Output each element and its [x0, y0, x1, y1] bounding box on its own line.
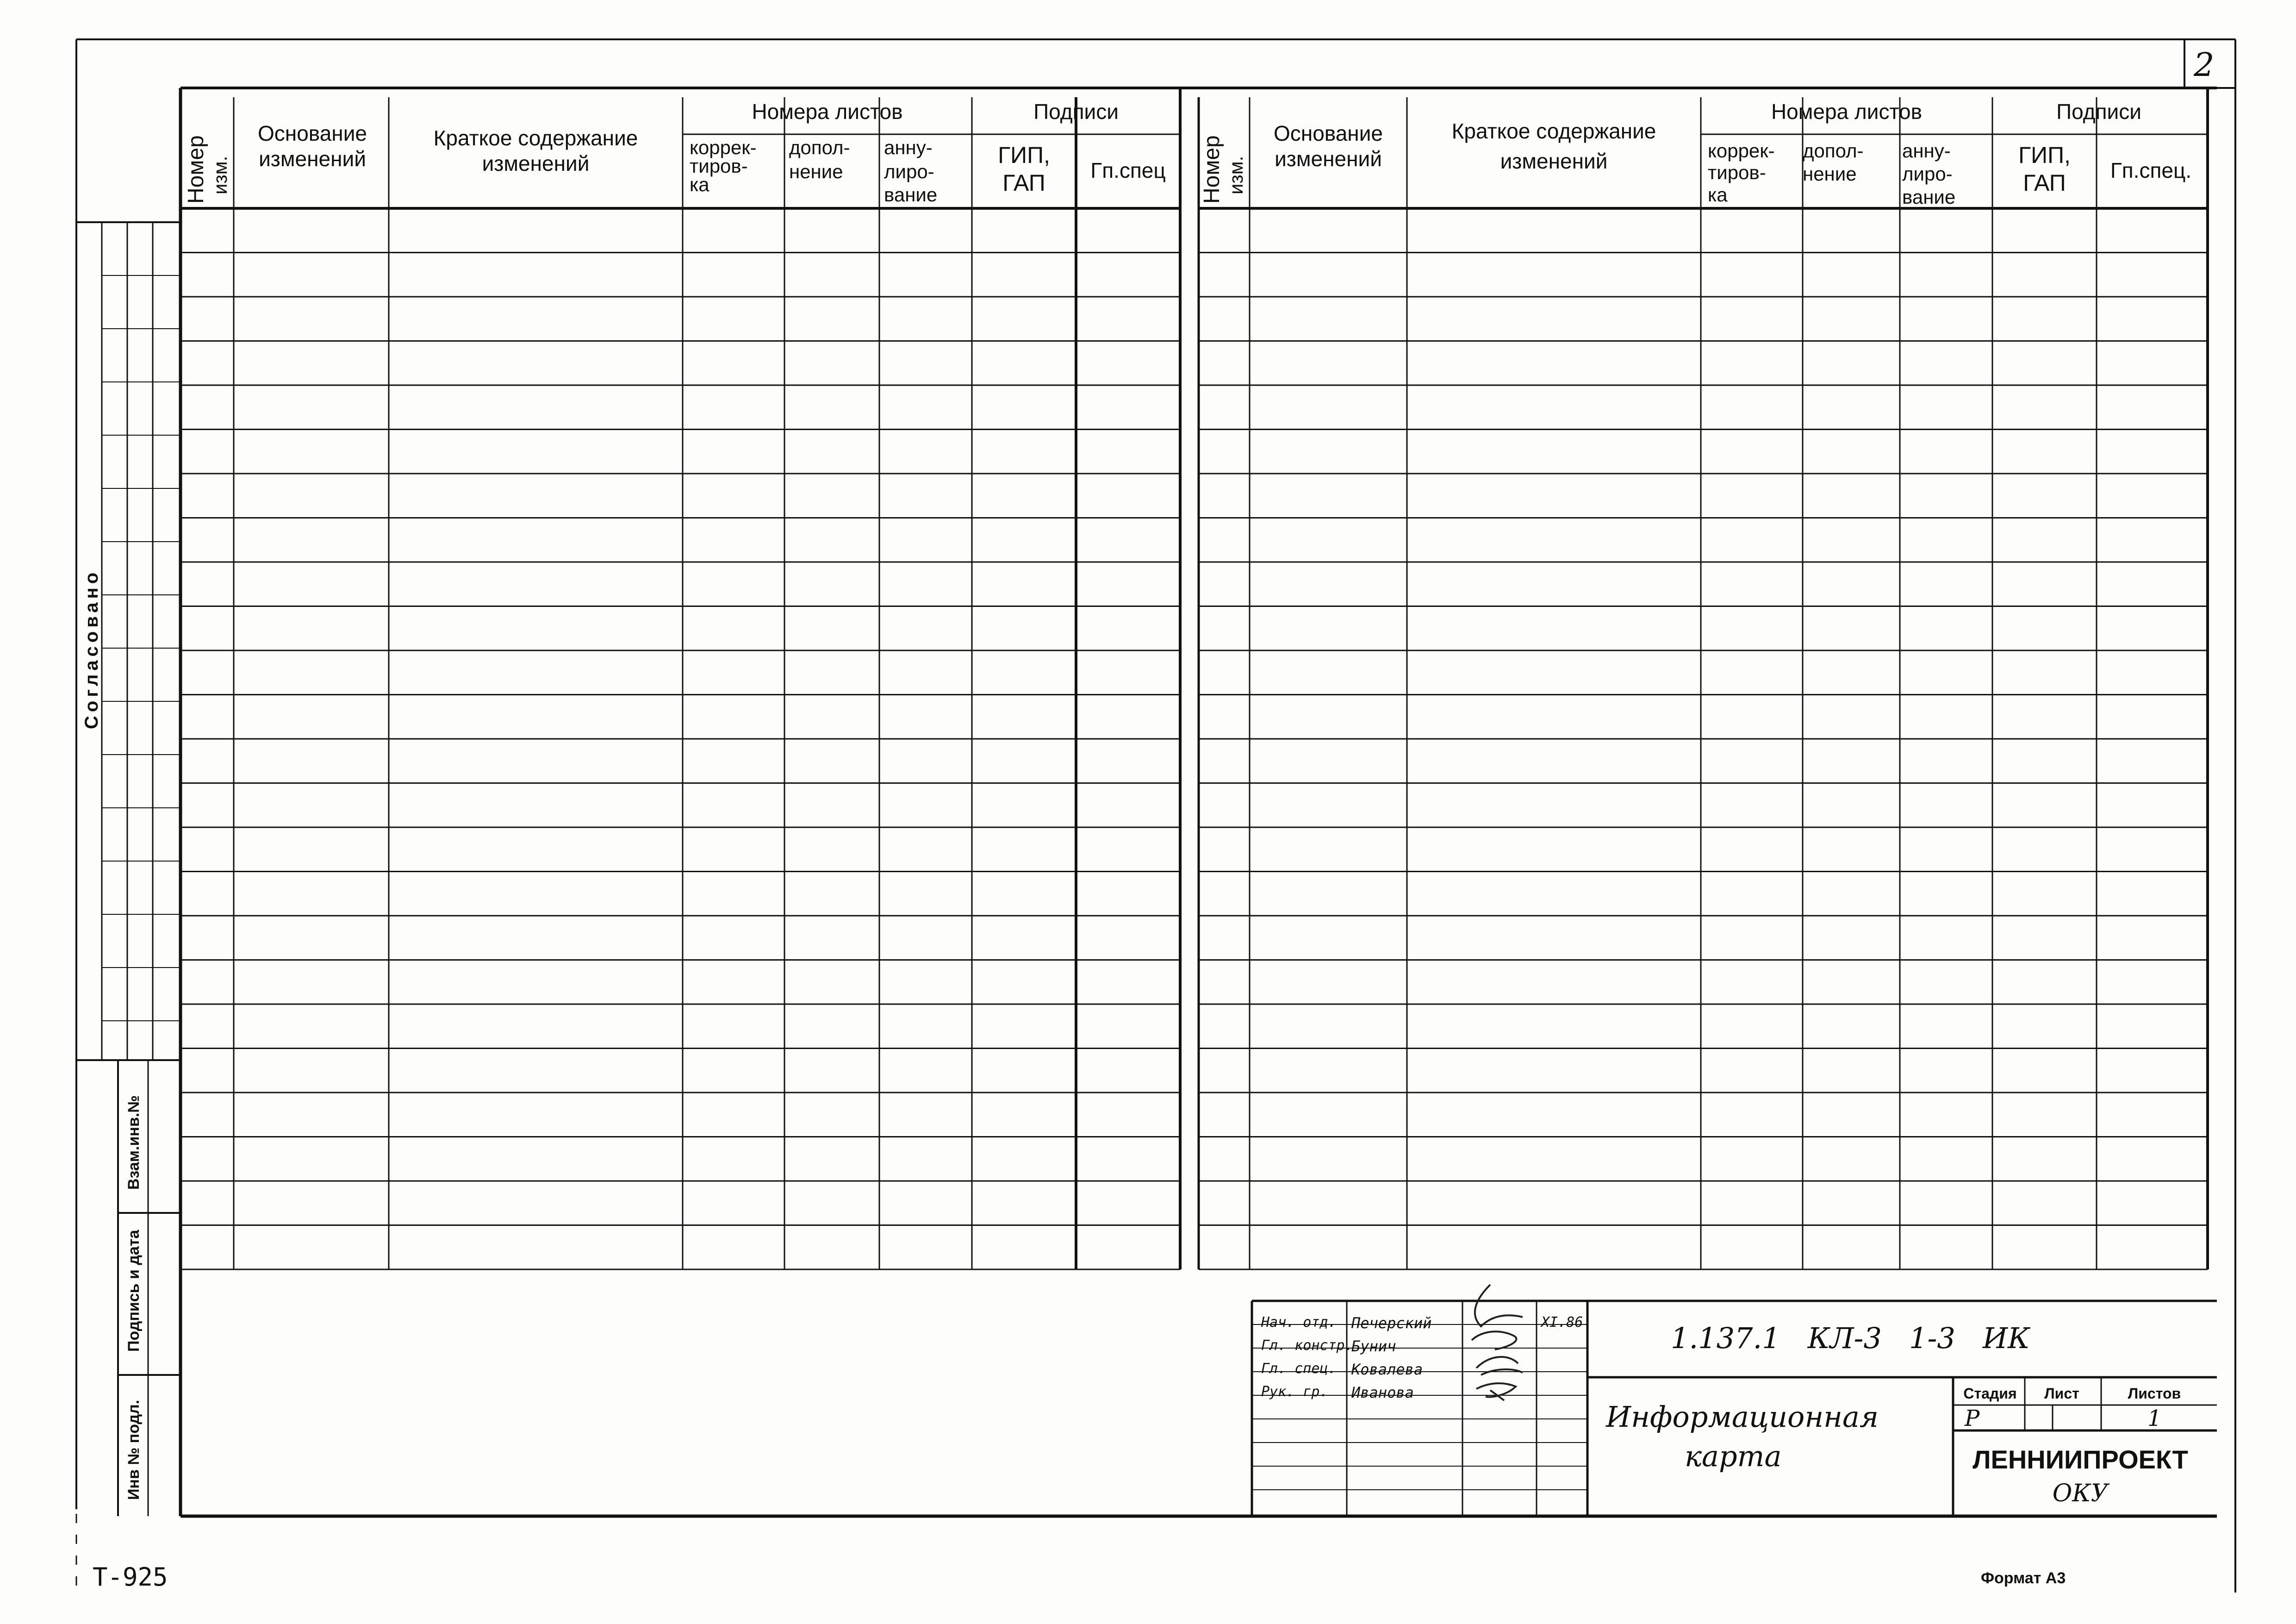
- stamp-name-3: Ковалева: [1351, 1361, 1423, 1378]
- sheet-label: Лист: [2044, 1385, 2079, 1402]
- left-header-gip-2: ГАП: [1002, 170, 1045, 196]
- page-number: 2: [2194, 46, 2215, 84]
- left-header-number-sub: изм.: [209, 156, 231, 194]
- left-header-add-1: допол-: [789, 137, 850, 158]
- stage-label: Стадия: [1963, 1385, 2017, 1402]
- stamp-role-2: Гл. констр.: [1261, 1337, 1353, 1354]
- right-header-annul-3: вание: [1902, 186, 1956, 208]
- right-header-gip-2: ГАП: [2023, 170, 2066, 196]
- right-header-annul-2: лиро-: [1902, 163, 1953, 185]
- left-header-signatures: Подписи: [1033, 100, 1119, 124]
- vzam-inv-label: Взам.инв.№: [125, 1095, 143, 1190]
- left-header-corr-3: ка: [690, 174, 709, 195]
- right-header-sheet-numbers: Номера листов: [1771, 100, 1923, 124]
- left-header-sheet-numbers: Номера листов: [752, 100, 903, 124]
- right-header-basis-2: изменений: [1275, 147, 1382, 171]
- right-header-summary-2: изменений: [1500, 149, 1608, 173]
- doc-title-line1: Информационная: [1606, 1400, 1879, 1434]
- left-header-summary-1: Краткое содержание: [433, 126, 638, 150]
- stamp-role-3: Гл. спец.: [1261, 1361, 1337, 1377]
- right-header-annul-1: анну-: [1902, 140, 1951, 162]
- right-header-corr-2: тиров-: [1708, 162, 1766, 183]
- left-header-corr-2: тиров-: [690, 155, 748, 177]
- inventory-code: Т-925: [93, 1562, 168, 1592]
- sheets-label: Листов: [2128, 1385, 2181, 1402]
- format-label: Формат А3: [1981, 1569, 2066, 1587]
- organization-name: ЛЕННИИПРОЕКТ: [1972, 1445, 2188, 1474]
- doc-code: 1.137.1 КЛ-3 1-3 ИК: [1671, 1321, 2030, 1355]
- stamp-role-4: Рук. гр.: [1261, 1384, 1328, 1400]
- sign-date-label: Подпись и дата: [125, 1230, 143, 1352]
- left-header-corr-1: коррек-: [690, 137, 757, 158]
- stamp-name-2: Бунич: [1351, 1337, 1396, 1355]
- left-header-basis-1: Основание: [258, 121, 367, 145]
- right-header-gip-1: ГИП,: [2018, 142, 2071, 168]
- stamp-name-4: Иванова: [1351, 1384, 1414, 1401]
- right-header-add-1: допол-: [1803, 140, 1864, 162]
- doc-title-line2: карта: [1685, 1439, 1782, 1473]
- organization-sub: ОКУ: [2052, 1480, 2109, 1507]
- left-header-annul-3: вание: [884, 184, 938, 206]
- left-header-gip-1: ГИП,: [998, 142, 1050, 168]
- right-header-summary-1: Краткое содержание: [1451, 119, 1656, 143]
- left-header-glspec: Гп.спец: [1090, 158, 1166, 182]
- left-header-annul-2: лиро-: [884, 161, 934, 182]
- stamp-role-1: Нач. отд.: [1261, 1314, 1337, 1330]
- signature-scribbles: [1462, 1275, 1541, 1414]
- stamp-date-1: XI.86: [1541, 1314, 1583, 1330]
- agreed-label: Согласовано: [81, 568, 102, 729]
- right-header-number-sub: изм.: [1225, 156, 1247, 194]
- left-header-summary-2: изменений: [482, 151, 590, 175]
- right-header-corr-1: коррек-: [1708, 140, 1775, 162]
- right-header-basis-1: Основание: [1274, 121, 1383, 145]
- stamp-name-1: Печерский: [1351, 1314, 1432, 1332]
- stage-value: Р: [1965, 1405, 1980, 1431]
- right-header-glspec: Гп.спец.: [2110, 158, 2192, 182]
- left-header-add-2: нение: [789, 161, 843, 182]
- sheets-value: 1: [2147, 1405, 2162, 1431]
- right-header-corr-3: ка: [1708, 184, 1728, 206]
- inv-no-label: Инв № подл.: [125, 1399, 143, 1500]
- left-header-basis-2: изменений: [259, 147, 366, 171]
- right-header-add-2: нение: [1803, 163, 1857, 185]
- left-header-number: Номер: [184, 135, 208, 204]
- right-header-signatures: Подписи: [2056, 100, 2141, 124]
- left-header-annul-1: анну-: [884, 137, 933, 158]
- right-header-number: Номер: [1200, 135, 1224, 204]
